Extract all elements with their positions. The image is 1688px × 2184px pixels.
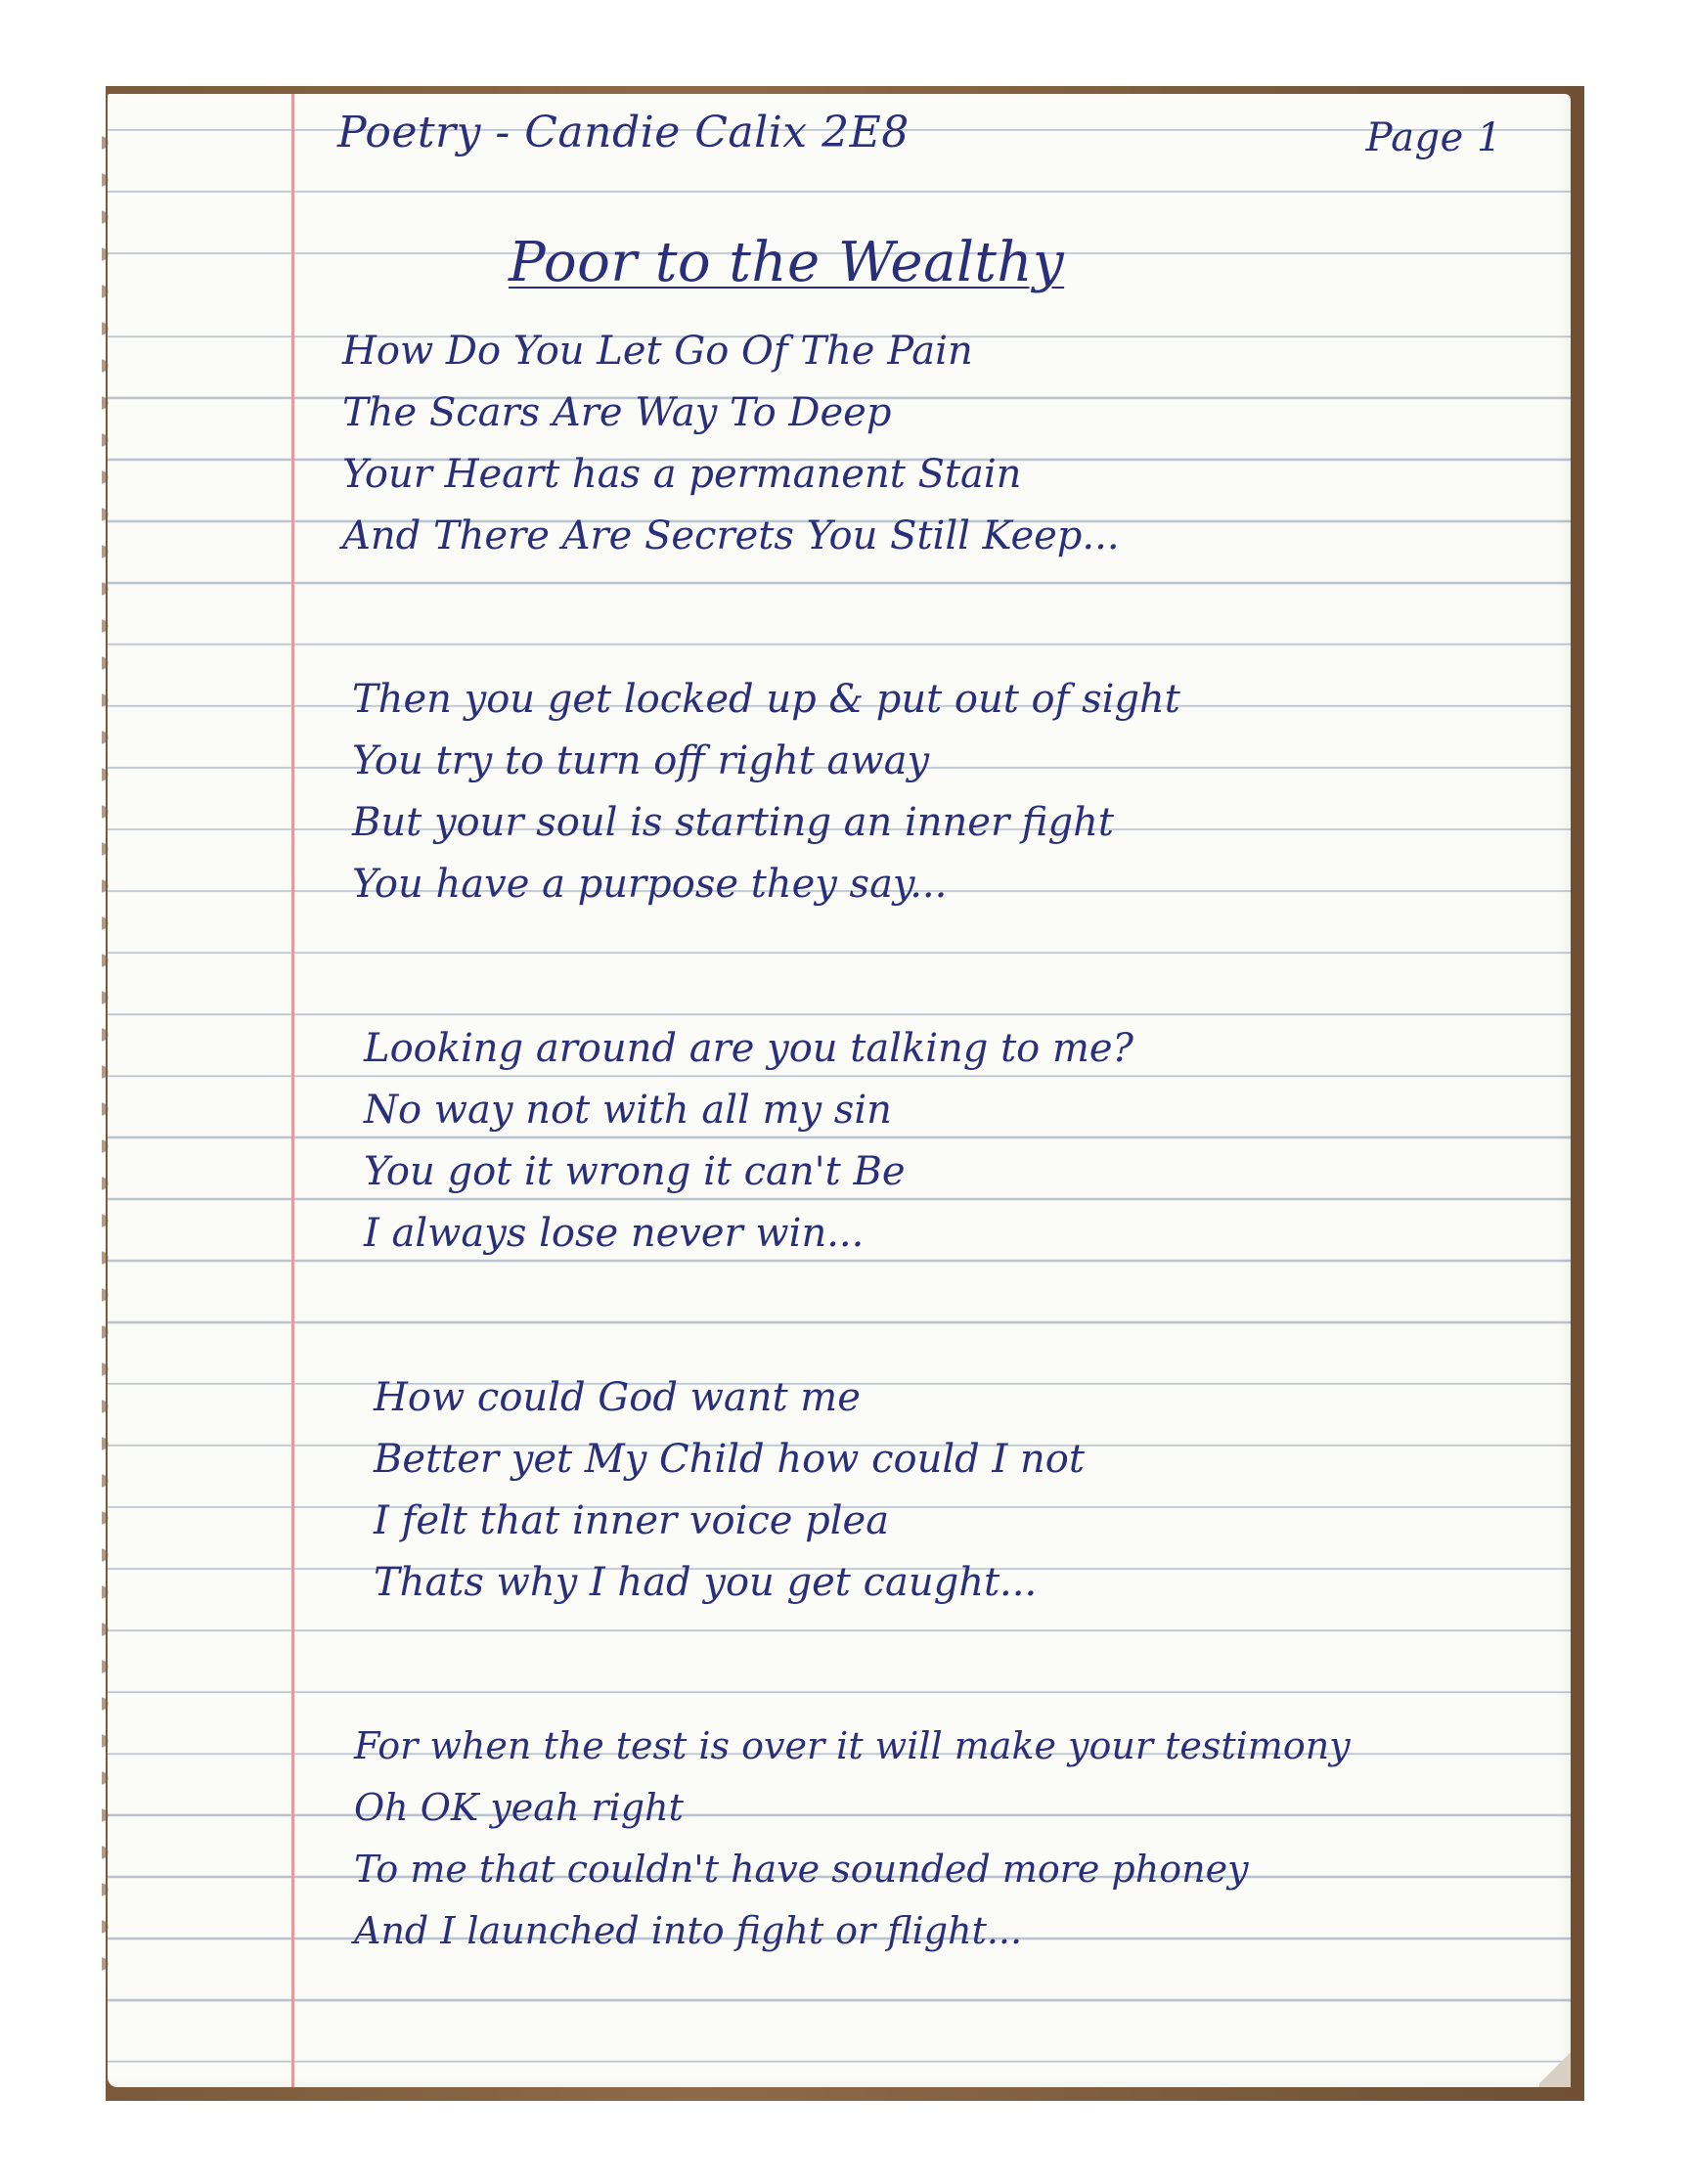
page-number: Page 1 xyxy=(1365,115,1502,160)
poem-line: How Do You Let Go Of The Pain xyxy=(342,329,973,374)
poem-line: Better yet My Child how could I not xyxy=(374,1437,1085,1482)
stanza-4 xyxy=(374,1367,1665,1614)
page-corner-fold xyxy=(1539,2048,1571,2087)
poem-line: I felt that inner voice plea xyxy=(374,1498,890,1543)
poem-line: For when the test is over it will make your testimony xyxy=(354,1724,1351,1767)
poem-line: But your soul is starting an inner fight xyxy=(352,800,1114,845)
poem-line: You try to turn off right away xyxy=(352,738,930,783)
stanza-1 xyxy=(342,321,1633,567)
poem-line: The Scars Are Way To Deep xyxy=(342,390,892,435)
poem-line: Thats why I had you get caught... xyxy=(374,1560,1038,1605)
poem-line: Your Heart has a permanent Stain xyxy=(342,452,1022,497)
poem-title: Poor to the Wealthy xyxy=(509,231,1065,294)
stanza-2 xyxy=(352,669,1643,915)
poem-line: Looking around are you talking to me? xyxy=(364,1026,1133,1071)
poem-line: Then you get locked up & put out of sight xyxy=(352,677,1180,722)
poem-line: No way not with all my sin xyxy=(364,1088,892,1133)
page-header: Poetry - Candie Calix 2E8 xyxy=(337,108,910,157)
stanza-3 xyxy=(364,1018,1655,1265)
poem-line: Oh OK yeah right xyxy=(354,1786,684,1829)
stanza-5 xyxy=(354,1716,1655,1962)
poem-line: To me that couldn't have sounded more phoney xyxy=(354,1848,1249,1891)
poem-line: How could God want me xyxy=(374,1375,861,1420)
notebook-page xyxy=(108,94,1571,2087)
poem-line: And I launched into fight or flight... xyxy=(354,1909,1023,1952)
poem-line: You got it wrong it can't Be xyxy=(364,1149,906,1194)
poem-line: And There Are Secrets You Still Keep... xyxy=(342,513,1120,558)
poem-line: I always lose never win... xyxy=(364,1211,865,1256)
poem-line: You have a purpose they say... xyxy=(352,862,948,907)
